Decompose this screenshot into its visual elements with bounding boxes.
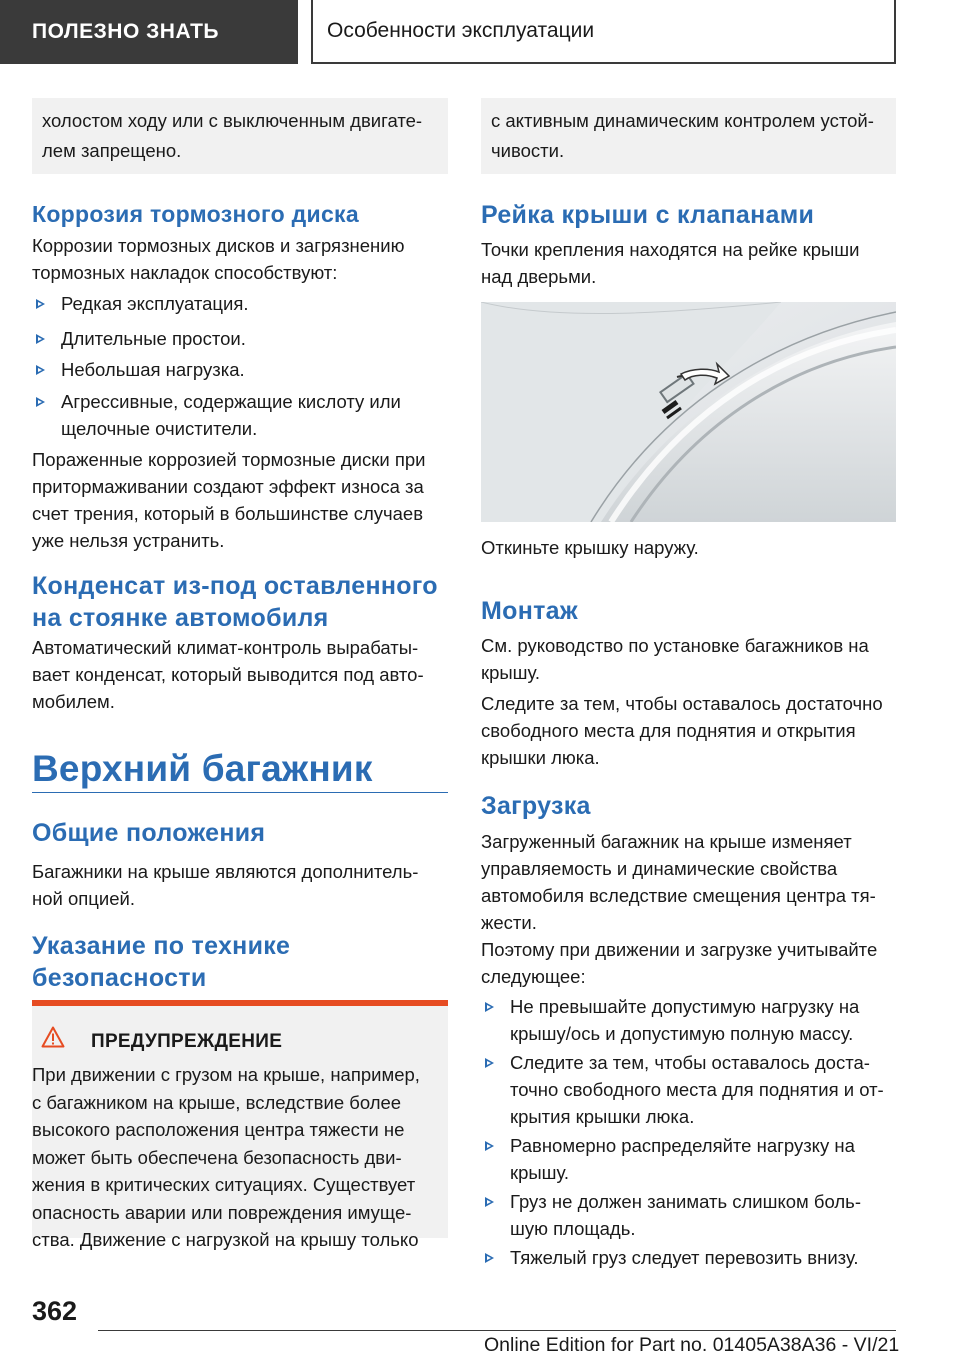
condensate-text [32,634,448,715]
text-line: жести. [481,912,537,933]
mount-p2 [481,690,896,771]
triangle-bullet-icon [485,1197,494,1207]
list-item [481,1244,896,1271]
text-line: крышки люка. [481,747,600,768]
text-line: Агрессивные, содержащие кислоту или [61,391,401,412]
section-tab: ПОЛЕЗНО ЗНАТЬ [0,0,298,64]
page-number: 362 [32,1296,78,1326]
edition-note: Online Edition for Part no. 01405A38A36 - VI/21 [484,1334,900,1356]
list-item [32,388,448,442]
text-line: щелочные очистители. [61,418,258,439]
text-line: ства. Движение с нагрузкой на крышу только [32,1229,419,1250]
heading-mount: Монтаж [481,597,578,625]
text-line: Поэтому при движении и загрузке учитывайте [481,939,878,960]
text-line: следующее: [481,966,586,987]
text-line: вает конденсат, который выводится под авто- [32,664,424,685]
list-item [481,993,896,1047]
heading-general: Общие положения [32,819,266,847]
heading-line: на стоянке автомобиля [32,604,329,632]
text-line: Автоматический климат-контроль вырабаты- [32,637,419,658]
text-line: над дверьми. [481,266,597,287]
text-line: См. руководство по установке багажников на [481,635,869,656]
text-line: мобилем. [32,691,115,712]
text-line: тормозных накладок способствуют: [32,262,338,283]
text-line: точно свободного места для поднятия и от- [510,1079,884,1100]
text-line: уже нельзя устранить. [32,530,225,551]
warning-text [32,1061,448,1254]
note-box-right [481,98,896,174]
triangle-bullet-icon [485,1141,494,1151]
list-item [481,1132,896,1186]
text-line: ной опцией. [32,888,135,909]
rail-caption: Откиньте крышку наружу. [481,537,699,558]
text-line: с багажником на крыше, вследствие более [32,1091,402,1113]
corrosion-after [32,446,448,554]
corrosion-intro [32,232,448,286]
text-line: счет трения, который в большинстве случаев [32,503,424,524]
note-line: с активным динамическим контролем устой- [491,110,874,131]
text-line: Тяжелый груз следует перевозить внизу. [510,1247,859,1268]
text-line: жения в критических ситуациях. Существует [32,1174,416,1195]
heading-line: безопасности [32,964,207,992]
list-item [481,1188,896,1242]
text-line: Груз не должен занимать слишком боль- [510,1191,861,1212]
heading-roof-rail: Рейка крыши с клапанами [481,201,815,229]
triangle-bullet-icon [36,397,45,407]
triangle-bullet-icon [36,299,45,309]
triangle-bullet-icon [36,365,45,375]
note-box-left [32,98,448,174]
text-line: Коррозии тормозных дисков и загрязнению [32,235,405,256]
roof-rail-illustration [481,302,896,522]
text-line: Равномерно распределяйте нагрузку на [510,1135,855,1156]
triangle-bullet-icon [485,1253,494,1263]
text-line: опасность аварии или повреждения имуще- [32,1201,412,1223]
footer-rule [98,1330,896,1331]
heading-loading: Загрузка [481,792,591,820]
text-line: высокого расположения центра тяжести не [32,1119,405,1140]
text-line: крышу. [481,662,541,683]
text-line: При движении с грузом на крыше, например, [32,1064,420,1085]
warning-label: ПРЕДУПРЕЖДЕНИЕ [91,1031,283,1052]
text-line: управляемость и динамические свойства [481,858,838,879]
rail-text [481,236,896,290]
heading-roof-rack: Верхний багажник [32,748,373,789]
note-line: лем запрещено. [42,140,182,161]
text-line: Загруженный багажник на крыше изменяет [481,831,852,852]
text-line: крышу/ось и допустимую полную массу. [510,1023,854,1044]
heading-safety [32,930,448,994]
text-line: крытия крышки люка. [510,1106,695,1127]
heading-line: Указание по технике [32,932,291,960]
text-line: Не превышайте допустимую нагрузку на [510,996,860,1017]
text-line: может быть обеспечена безопасность дви- [32,1146,402,1168]
page-header [0,0,960,66]
warning-triangle-icon [41,1026,65,1048]
mount-p1 [481,632,896,686]
heading-condensate [32,570,452,634]
text-line: автомобиля вследствие смещения центра тя- [481,885,876,906]
list-item [32,356,448,383]
heading-line: Конденсат из-под оставленного [32,572,438,600]
warning-box [32,1006,448,1250]
loading-p1 [481,828,896,936]
triangle-bullet-icon [485,1058,494,1068]
text-line: Редкая эксплуатация. [61,293,249,314]
list-item [32,290,448,317]
triangle-bullet-icon [36,334,45,344]
list-item [32,325,448,352]
note-line: холостом ходу или с выключенным двигате- [42,110,423,131]
heading-rule [32,792,448,793]
heading-brake-corrosion: Коррозия тормозного диска [32,201,359,227]
text-line: Багажники на крыше являются дополнитель- [32,861,419,882]
loading-p2 [481,936,896,990]
text-line: Длительные простои. [61,328,246,349]
text-line: Следите за тем, чтобы оставалось доста- [510,1052,870,1073]
text-line: Следите за тем, чтобы оставалось достаточно [481,693,883,714]
text-line: шую площадь. [510,1218,636,1239]
triangle-bullet-icon [485,1002,494,1012]
roof-rail-photo [481,302,896,522]
text-line: Небольшая нагрузка. [61,359,245,380]
note-line: чивости. [491,140,565,161]
text-line: Пораженные коррозией тормозные диски при [32,449,426,470]
text-line: крышу. [510,1162,570,1183]
general-text [32,858,448,912]
text-line: Точки крепления находятся на рейке крыши [481,239,860,260]
chapter-tab: Особенности эксплуатации [311,0,896,64]
list-item [481,1049,896,1130]
text-line: свободного места для поднятия и открытия [481,720,856,741]
text-line: притормаживании создают эффект износа за [32,476,424,497]
